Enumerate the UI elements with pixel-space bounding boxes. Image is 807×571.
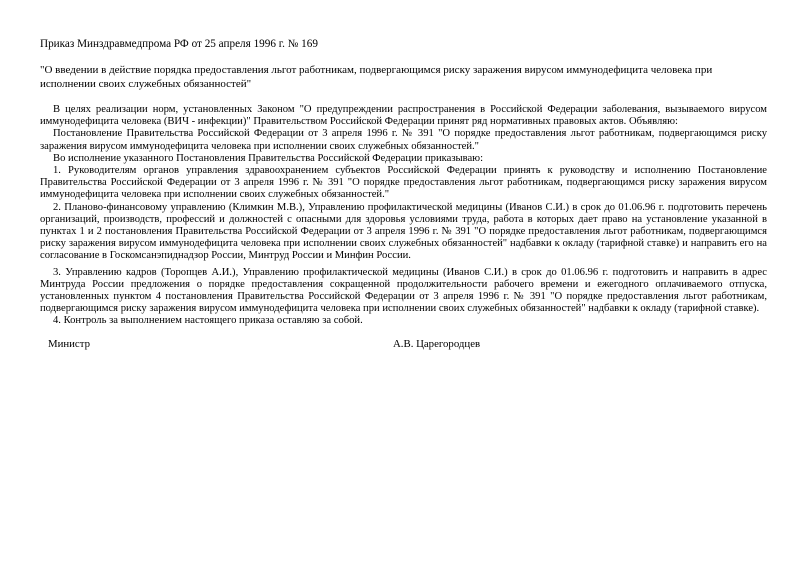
- document-subtitle: "О введении в действие порядка предоставления льгот работникам, подвергающимся риску заражения вирусом иммунодефицита человека при исполнении своих служебных обязанностей": [40, 64, 713, 90]
- paragraph-order-intro: Во исполнение указанного Постановления Правительства Российской Федерации приказываю:: [53, 152, 484, 164]
- signature-name: А.В. Царегородцев: [393, 337, 481, 350]
- signature-position: Министр: [48, 337, 90, 350]
- paragraph-item-3: 3. Управлению кадров (Торопцев А.И.), Управлению профилактической медицины (Иванов С.И.) в срок до 01.06.96 г. подготовить и направить в адрес Минтруда России предложения о порядке предоставления сокращенной продолжительности рабочего времени и ежегодного оплачиваемого отпуска, установленных пунктом 4 постановления Правительства Российской Федерации от 3 апреля 1996 г. № 391 "О порядке предоставления льгот работникам, подвергающимся риску заражения вирусом иммунодефицита человека при исполнении своих служебных обязанностей" надбавки к окладу (тарифной ставке).: [40, 266, 767, 315]
- document-body: [40, 104, 767, 328]
- paragraph-announcement: Постановление Правительства Российской Федерации от 3 апреля 1996 г. № 391 "О порядке предоставления льгот работникам, подвергающимся риску заражения вирусом иммунодефицита человека при исполнении своих служебных обязанностей.": [40, 128, 767, 152]
- paragraph-preamble: В целях реализации норм, установленных Законом "О предупреждении распространения в Российской Федерации заболевания, вызываемого вирусом иммунодефицита человека (ВИЧ - инфекции)" Правительством Российской Федерации принят ряд нормативных правовых актов. Объявляю:: [40, 104, 767, 128]
- paragraph-item-4: 4. Контроль за выполнением настоящего приказа оставляю за собой.: [53, 315, 363, 327]
- document-title: Приказ Минздравмедпрома РФ от 25 апреля 1996 г. № 169: [40, 38, 318, 50]
- paragraph-item-2: 2. Планово-финансовому управлению (Климкин М.В.), Управлению профилактической медицины (Иванов С.И.) в срок до 01.06.96 г. подготовить перечень организаций, производств, профессий и должностей с опасными для здоровья условиями труда, работа в которых дает право на установление указанной в пунктах 1 и 2 постановления Правительства Российской Федерации от 3 апреля 1996 г. № 391 "О порядке предоставления льгот работникам, подвергающимся риску заражения вирусом иммунодефицита человека при исполнении своих служебных обязанностей" надбавки к окладу (тарифной ставке) и направить его на согласование в Госкомсанэпиднадзор России, Минтруд России и Минфин России.: [40, 201, 767, 262]
- signature-block: [40, 338, 767, 354]
- paragraph-item-1: 1. Руководителям органов управления здравоохранением субъектов Российской Федерации принять к руководству и исполнению Постановление Правительства Российской Федерации от 3 апреля 1996 г. № 391 "О порядке предоставления льгот работникам, подвергающимся риску заражения вирусом иммунодефицита человека при исполнении своих служебных обязанностей.": [40, 165, 767, 201]
